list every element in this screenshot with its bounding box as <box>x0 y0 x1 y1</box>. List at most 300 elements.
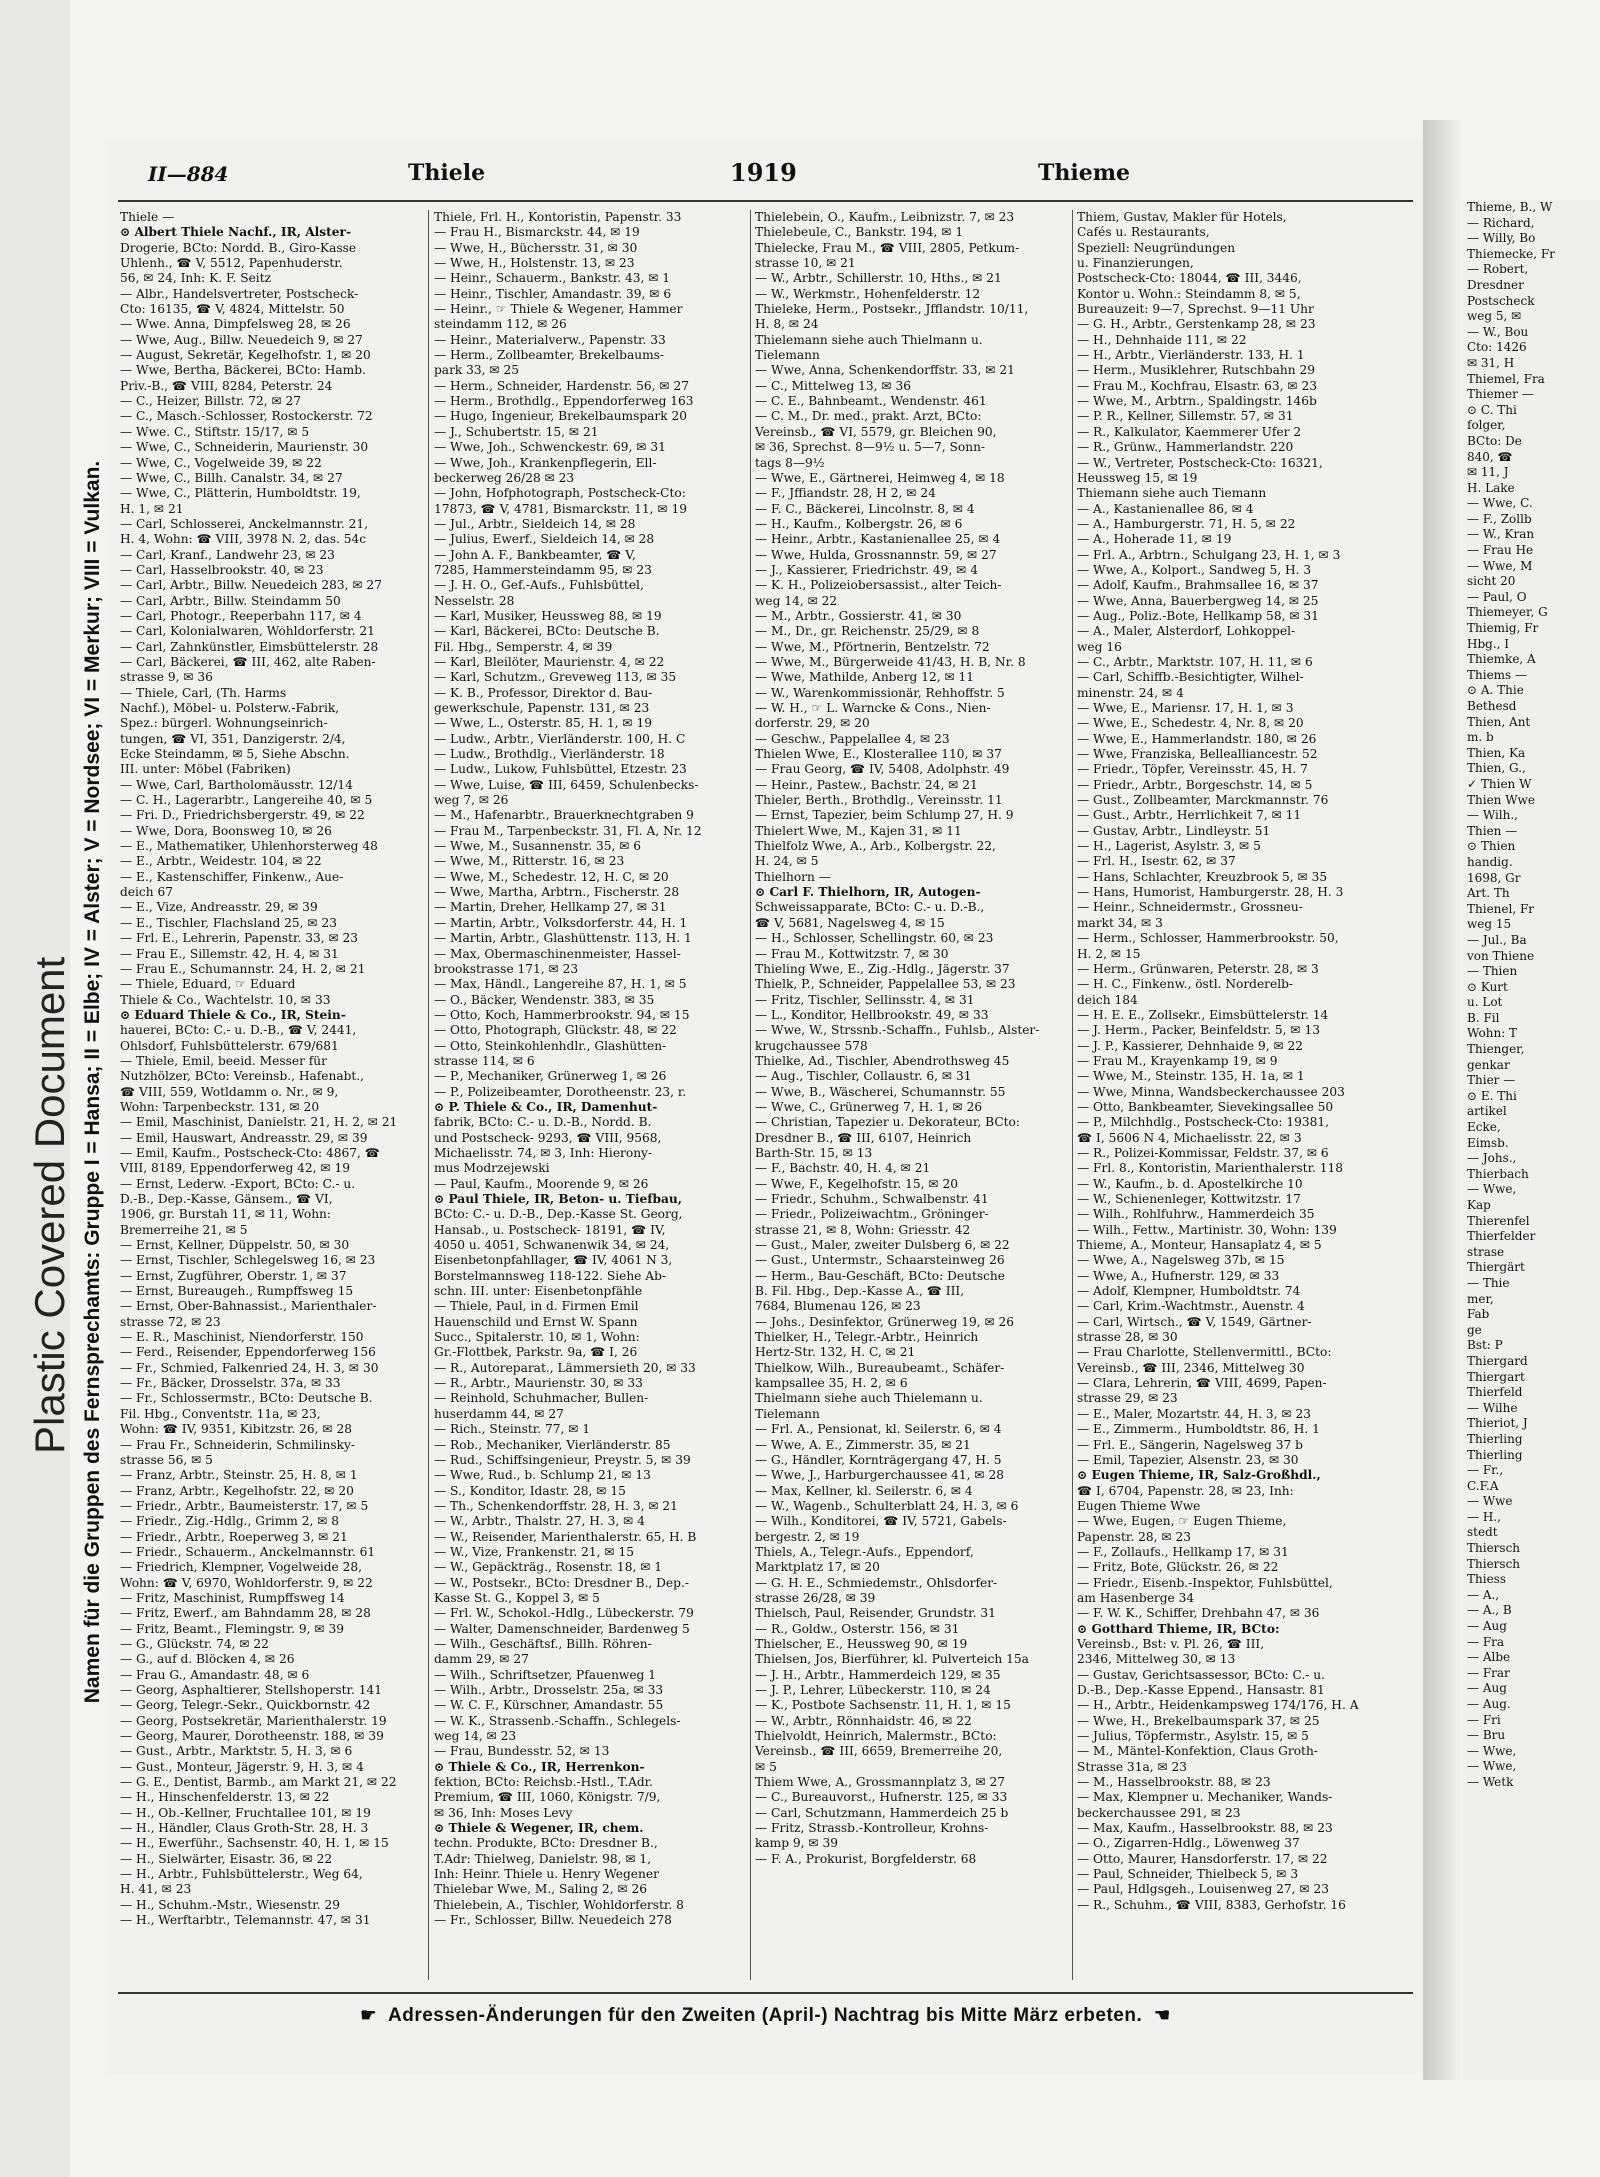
facing-page-line: Fab <box>1467 1307 1490 1322</box>
facing-page-line: BCto: De <box>1467 433 1522 448</box>
directory-entry-line: — Ernst, Tischler, Schlegelsweg 16, ✉ 23 <box>120 1253 376 1268</box>
directory-entry-line: — Georg, Telegr.-Sekr., Quickbornstr. 42 <box>120 1698 371 1713</box>
directory-entry-line: — Wwe, F., Kegelhofstr. 15, ✉ 20 <box>755 1176 958 1191</box>
directory-entry-line: — Friedr., Schuhm., Schwalbenstr. 41 <box>755 1192 989 1206</box>
directory-entry-line: — Wilh., Geschäftsf., Billh. Röhren- <box>434 1636 652 1651</box>
directory-entry-line: — H., Ewerführ., Sachsenstr. 40, H. 1, ✉ 15 <box>120 1836 389 1851</box>
directory-entry-line: Vereinsb., ☎ III, 6659, Bremerreihe 20, <box>755 1744 1003 1759</box>
directory-entry-line: 2346, Mittelweg 30, ✉ 13 <box>1077 1652 1236 1667</box>
directory-entry-line: deich 184 <box>1077 992 1138 1007</box>
directory-entry-line: — Wwe, H., Holstenstr. 13, ✉ 23 <box>434 256 635 271</box>
directory-entry-line: — Frl. W., Schokol.-Hdlg., Lübeckerstr. 79 <box>434 1606 694 1621</box>
directory-entry-line: — R., Schuhm., ☎ VIII, 8383, Gerhofstr. 16 <box>1077 1897 1346 1912</box>
facing-page-line: Thien, Ka <box>1467 745 1526 760</box>
directory-entry-line: — Wwe, J., Harburgerchaussee 41, ✉ 28 <box>755 1468 1005 1483</box>
directory-entry-line: strasse 21, ✉ 8, Wohn: Griesstr. 42 <box>755 1222 971 1237</box>
facing-page-line: 1698, Gr <box>1467 870 1521 885</box>
facing-page-line: Thiergärt <box>1467 1260 1525 1275</box>
directory-entry-line: Nutzhölzer, BCto: Vereinsb., Hafenabt., <box>120 1069 365 1084</box>
directory-entry-line: u. Finanzierungen, <box>1077 256 1194 271</box>
directory-entry-line: — Wwe, M., Pförtnerin, Bentzelstr. 72 <box>755 639 990 654</box>
directory-entry-line: strasse 9, ✉ 36 <box>120 670 213 685</box>
directory-entry-line: Vereinsb., Bst: v. Pl. 26, ☎ III, <box>1077 1636 1265 1651</box>
directory-entry-line: 17873, ☎ V, 4781, Bismarckstr. 11, ✉ 19 <box>434 501 687 516</box>
directory-entry-line: — Th., Schenkendorffstr. 28, H. 3, ✉ 21 <box>434 1498 678 1513</box>
directory-entry-line: — Ludw., Brothdlg., Vierländerstr. 18 <box>434 747 665 762</box>
directory-entry-line: ☎ I, 6704, Papenstr. 28, ✉ 23, Inh: <box>1077 1483 1294 1498</box>
facing-page-line: Thien Wwe <box>1467 792 1535 807</box>
directory-entry-line: — Wwe, Rud., b. Schlump 21, ✉ 13 <box>434 1468 651 1483</box>
directory-entry-line: Thiem Wwe, A., Grossmannplatz 3, ✉ 27 <box>755 1775 1006 1790</box>
directory-entry-line: D.-B., Dep.-Kasse, Gänsem., ☎ VI, <box>120 1192 333 1206</box>
directory-entry-line: — Frl. H., Isestr. 62, ✉ 37 <box>1077 854 1236 869</box>
directory-entry-line: markt 34, ✉ 3 <box>1077 915 1163 930</box>
directory-entry-line: — Heinr., Arbtr., Kastanienallee 25, ✉ 4 <box>755 532 1001 547</box>
directory-entry-line: Gr.-Flottbek, Parkstr. 9a, ☎ I, 26 <box>434 1345 638 1360</box>
directory-entry-line: Priv.-B., ☎ VIII, 8284, Peterstr. 24 <box>120 378 333 393</box>
directory-entry-line: — Friedr., Arbtr., Roeperweg 3, ✉ 21 <box>120 1529 348 1544</box>
directory-entry-line: kampsallee 35, H. 2, ✉ 6 <box>755 1376 908 1391</box>
facing-page-line: mer, <box>1467 1291 1494 1306</box>
header-right-word: Thieme <box>1038 160 1130 186</box>
directory-entry-line: — F. A., Prokurist, Borgfelderstr. 68 <box>755 1851 977 1866</box>
directory-entry-line: techn. Produkte, BCto: Dresdner B., <box>434 1836 658 1851</box>
directory-entry-line: — Max, Obermaschinenmeister, Hassel- <box>434 946 681 961</box>
directory-entry-line: — Carl, Schutzmann, Hammerdeich 25 b <box>755 1805 1009 1820</box>
directory-entry-line: Postscheck-Cto: 18044, ☎ III, 3446, <box>1077 271 1302 286</box>
directory-entry-line: Premium, ☎ III, 1060, Königstr. 7/9, <box>434 1790 661 1805</box>
directory-entry-line: T.Adr: Thielweg, Danielstr. 98, ✉ 1, <box>434 1851 652 1866</box>
directory-entry-line: — Wwe, C., Vogelweide 39, ✉ 22 <box>120 455 322 470</box>
directory-entry-line: — Herm., Brothdlg., Eppendorferweg 163 <box>434 394 694 409</box>
directory-entry-line: 4050 u. 4051, Schwanenwik 34, ✉ 24, <box>434 1238 670 1253</box>
directory-entry-line: — A., Maler, Alsterdorf, Lohkoppel- <box>1077 624 1296 639</box>
directory-entry-line: — Gust., Arbtr., Marktstr. 5, H. 3, ✉ 6 <box>120 1744 353 1759</box>
directory-entry-line: gewerkschule, Papenstr. 131, ✉ 23 <box>434 701 650 715</box>
directory-entry-line: — H., Arbtr., Fuhlsbüttelerstr., Weg 64, <box>120 1867 363 1882</box>
directory-entry-line: — E., Tischler, Flachsland 25, ✉ 23 <box>120 915 337 930</box>
directory-entry-line: — H., Schlosser, Schellingstr. 60, ✉ 23 <box>755 931 994 946</box>
directory-entry-line: Thielen Wwe, E., Klosterallee 110, ✉ 37 <box>755 747 1002 762</box>
directory-entry-line: B. Fil. Hbg., Dep.-Kasse A., ☎ III, <box>755 1284 965 1299</box>
directory-entry-line: — Wwe, H., Brekelbaumspark 37, ✉ 25 <box>1077 1713 1320 1728</box>
directory-entry-line: — Wwe, Minna, Wandsbeckerchaussee 203 <box>1077 1084 1345 1099</box>
directory-entry-line: — P., Mechaniker, Grünerweg 1, ✉ 26 <box>434 1069 667 1084</box>
directory-entry-line: — Ludw., Lukow, Fuhlsbüttel, Etzestr. 23 <box>434 762 687 777</box>
directory-entry-line: brookstrasse 171, ✉ 23 <box>434 961 579 976</box>
facing-page-line: — Richard, <box>1467 215 1535 230</box>
directory-entry-line: H. 8, ✉ 24 <box>755 317 819 332</box>
directory-entry-line: Thiele, Frl. H., Kontoristin, Papenstr. 33 <box>434 210 682 224</box>
directory-entry-line: — Emil, Tapezier, Alsenstr. 23, ✉ 30 <box>1077 1452 1299 1467</box>
directory-entry-line: — P., Milchhdlg., Postscheck-Cto: 19381, <box>1077 1115 1329 1130</box>
directory-entry-line: — W., Postsekr., BCto: Dresdner B., Dep.- <box>434 1575 689 1590</box>
facing-page-line: Thiemel, Fra <box>1467 371 1545 386</box>
directory-entry-line: Kasse St. G., Koppel 3, ✉ 5 <box>434 1590 600 1605</box>
facing-page-line: m. b <box>1467 730 1494 745</box>
directory-entry-line: — Max, Klempner u. Mechaniker, Wands- <box>1077 1790 1333 1805</box>
directory-entry-line: — C. E., Bahnbeamt., Wendenstr. 461 <box>755 394 987 409</box>
directory-entry-line: Thielke, Ad., Tischler, Abendrothsweg 45 <box>755 1053 1010 1068</box>
facing-page-line: Bst: P <box>1467 1338 1503 1353</box>
directory-entry-line: Thieler, Berth., Brothdlg., Vereinsstr. 11 <box>755 793 1003 808</box>
directory-entry-line: — Walter, Damenschneider, Bardenweg 5 <box>434 1621 690 1636</box>
directory-entry-line: — G. H., Arbtr., Gerstenkamp 28, ✉ 23 <box>1077 317 1316 332</box>
directory-entry-line: — R., Kalkulator, Kaemmerer Ufer 2 <box>1077 424 1302 439</box>
directory-entry-line: — Fritz, Beamt., Flemingstr. 9, ✉ 39 <box>120 1621 344 1636</box>
directory-entry-line: — E., Zimmerm., Humboldtstr. 86, H. 1 <box>1077 1422 1320 1437</box>
facing-page-fragment <box>1463 200 1600 2080</box>
directory-entry-line: — O., Zigarren-Hdlg., Löwenweg 37 <box>1077 1836 1300 1851</box>
facing-page-line: C.F.A <box>1467 1478 1499 1493</box>
directory-entry-line: — M., Dr., gr. Reichenstr. 25/29, ✉ 8 <box>755 624 980 639</box>
directory-entry-line: — Frl. E., Lehrerin, Papenstr. 33, ✉ 23 <box>120 931 359 946</box>
directory-entry-line: Cto: 16135, ☎ V, 4824, Mittelstr. 50 <box>120 302 345 317</box>
directory-entry-line: — W., Gepäckträg., Rosenstr. 18, ✉ 1 <box>434 1560 663 1575</box>
directory-entry-line: Ohlsdorf, Fuhlsbüttelerstr. 679/681 <box>120 1038 339 1053</box>
directory-entry-line: — Frau M., Krayenkamp 19, ✉ 9 <box>1077 1053 1278 1068</box>
facing-page-line: handig. <box>1467 854 1513 869</box>
directory-entry-line: — Wwe, Joh., Krankenpflegerin, Ell- <box>434 455 657 470</box>
directory-entry-line: — Wwe, H., Büchersstr. 31, ✉ 30 <box>434 240 638 255</box>
directory-entry-line: 1906, gr. Burstah 11, ✉ 11, Wohn: <box>120 1207 332 1222</box>
facing-page-line: — Wwe, M <box>1467 558 1533 573</box>
directory-entry-line: — Wwe, A., Nagelsweg 37b, ✉ 15 <box>1077 1253 1285 1268</box>
directory-entry-line: Heussweg 15, ✉ 19 <box>1077 470 1198 485</box>
directory-entry-line: Borstelmannsweg 118-122. Siehe Ab- <box>434 1268 666 1283</box>
directory-entry-line: — Thiele, Emil, beeid. Messer für <box>120 1053 327 1068</box>
directory-entry-line: — C. M., Dr. med., prakt. Arzt, BCto: <box>755 409 982 424</box>
directory-entry-line: Schweissapparate, BCto: C.- u. D.-B., <box>755 900 985 915</box>
directory-entry-line: — Wilh., Schriftsetzer, Pfauenweg 1 <box>434 1667 656 1682</box>
directory-entry-line: ☎ I, 5606 N 4, Michaelisstr. 22, ✉ 3 <box>1077 1130 1302 1145</box>
directory-entry-line: Thielkow, Wilh., Bureaubeamt., Schäfer- <box>755 1360 1005 1375</box>
footer-notice <box>108 2005 1423 2027</box>
directory-entry-line: — Martin, Arbtr., Glashüttenstr. 113, H. 1 <box>434 931 692 946</box>
directory-entry-line: — H., Lagerist, Asylstr. 3, ✉ 5 <box>1077 839 1261 854</box>
directory-entry-line: — Wwe, Dora, Boonsweg 10, ✉ 26 <box>120 823 332 838</box>
facing-page-line: — Thie <box>1467 1275 1510 1290</box>
directory-entry-line: — Gust., Untermstr., Schaarsteinweg 26 <box>755 1253 1005 1268</box>
directory-entry-line: — Rich., Steinstr. 77, ✉ 1 <box>434 1422 591 1437</box>
directory-entry-line: — G. H. E., Schmiedemstr., Ohlsdorfer- <box>755 1575 998 1590</box>
directory-entry-line: — Wwe, Anna, Bauerbergweg 14, ✉ 25 <box>1077 593 1319 608</box>
directory-entry-line: — Ludw., Arbtr., Vierländerstr. 100, H. C <box>434 731 686 746</box>
directory-entry-line: — Thiele, Paul, in d. Firmen Emil <box>434 1299 639 1314</box>
directory-entry-line: — Heinr., Pastew., Bachstr. 24, ✉ 21 <box>755 777 978 792</box>
facing-page-line: Thieriot, J <box>1467 1416 1528 1431</box>
directory-entry-line: — Wwe, Aug., Billw. Neuedeich 9, ✉ 27 <box>120 332 363 347</box>
directory-entry-line: — Wwe, C., Schneiderin, Maurienstr. 30 <box>120 440 369 455</box>
directory-entry-line: — E., Arbtr., Weidestr. 104, ✉ 22 <box>120 854 322 869</box>
facing-page-line: Thiess <box>1467 1572 1506 1587</box>
directory-entry-line: III. unter: Möbel (Fabriken) <box>120 762 291 777</box>
directory-entry-line: — Hans, Humorist, Hamburgerstr. 28, H. 3 <box>1077 885 1344 900</box>
directory-entry-line: weg 14, ✉ 22 <box>755 593 838 608</box>
directory-entry-line: — Heinr., Tischler, Amandastr. 39, ✉ 6 <box>434 286 672 301</box>
directory-entry-line: — Frau G., Amandastr. 48, ✉ 6 <box>120 1667 310 1682</box>
directory-entry-line: strasse 10, ✉ 21 <box>755 256 856 271</box>
directory-entry-line: — Fritz, Strassb.-Kontrolleur, Krohns- <box>755 1821 989 1836</box>
facing-page-line: Thiemig, Fr <box>1467 621 1539 636</box>
directory-entry-line: — Frau Fr., Schneiderin, Schmilinsky- <box>120 1437 355 1452</box>
directory-entry-line: — Wwe, B., Wäscherei, Schumannstr. 55 <box>755 1084 1006 1099</box>
directory-entry-line: Michaelisstr. 74, ✉ 3, Inh: Hierony- <box>434 1145 653 1160</box>
directory-entry-line: Vereinsb., ☎ VI, 5579, gr. Bleichen 90, <box>755 424 997 439</box>
directory-entry-line: — Frau E., Schumannstr. 24, H. 2, ✉ 21 <box>120 961 366 976</box>
facing-page-line: Thiergard <box>1467 1353 1528 1368</box>
directory-entry-line: ✉ 36, Sprechst. 8—9½ u. 5—7, Sonn- <box>755 440 986 455</box>
directory-entry-line: hauerei, BCto: C.- u. D.-B., ☎ V, 2441, <box>120 1023 357 1038</box>
directory-entry-line: — Wwe, Bertha, Bäckerei, BCto: Hamb. <box>120 363 366 378</box>
header-year: 1919 <box>730 158 797 187</box>
directory-entry-line: — Ernst, Tapezier, beim Schlump 27, H. 9 <box>755 808 1014 823</box>
directory-entry-line: — Heinr., Materialverw., Papenstr. 33 <box>434 332 666 347</box>
directory-entry-line: — Wwe, C., Plätterin, Humboldtstr. 19, <box>120 486 361 501</box>
directory-entry-line: Thielebein, A., Tischler, Wohldorferstr. 8 <box>434 1897 684 1912</box>
facing-page-line: Thiergart <box>1467 1369 1525 1384</box>
directory-entry-line: — Max, Kellner, kl. Seilerstr. 6, ✉ 4 <box>755 1483 973 1498</box>
directory-entry-line: Thielscher, E., Heussweg 90, ✉ 19 <box>755 1636 968 1651</box>
directory-entry-line: — Karl, Bleilöter, Maurienstr. 4, ✉ 22 <box>434 654 665 669</box>
facing-page-line: — Frar <box>1467 1665 1510 1680</box>
facing-page-line: — Wwe, <box>1467 1182 1517 1197</box>
directory-entry-line: — Wwe, M., Arbtrn., Spaldingstr. 146b <box>1077 394 1317 409</box>
directory-entry-line: — Fr., Schlosser, Billw. Neuedeich 278 <box>434 1913 672 1928</box>
directory-entry-line: — Wwe, Anna, Schenkendorffstr. 33, ✉ 21 <box>755 363 1015 378</box>
directory-entry-line: — F., Zollaufs., Hellkamp 17, ✉ 31 <box>1077 1544 1289 1559</box>
directory-entry-line: — Herm., Grünwaren, Peterstr. 28, ✉ 3 <box>1077 961 1319 976</box>
directory-entry-line: — J. H. O., Gef.-Aufs., Fuhlsbüttel, <box>434 578 644 593</box>
directory-entry-line: — Wwe, A., Kolport., Sandweg 5, H. 3 <box>1077 562 1312 577</box>
directory-entry-line: ⊙ Albert Thiele Nachf., IR, Alster- <box>120 225 352 240</box>
directory-entry-line: — E., Mathematiker, Uhlenhorsterweg 48 <box>120 839 378 854</box>
directory-entry-line: Hertz-Str. 132, H. C, ✉ 21 <box>755 1345 916 1360</box>
directory-entry-line: — H. C., Finkenw., östl. Norderelb- <box>1077 977 1294 992</box>
facing-page-line: Thien, Ant <box>1467 714 1531 729</box>
directory-entry-line: — Carl, Kranf., Landwehr 23, ✉ 23 <box>120 547 335 562</box>
directory-entry-line: — W., Kaufm., b. d. Apostelkirche 10 <box>1077 1176 1303 1191</box>
facing-page-line: ✉ 31, H <box>1467 355 1515 370</box>
directory-entry-line: — Fritz, Tischler, Sellinsstr. 4, ✉ 31 <box>755 992 975 1007</box>
directory-entry-line: — Wwe, Carl, Bartholomäusstr. 12/14 <box>120 777 353 792</box>
directory-entry-line: — Albr., Handelsvertreter, Postscheck- <box>120 286 359 301</box>
directory-entry-line: — Wilh., Rohlfuhrw., Hammerdeich 35 <box>1077 1207 1315 1222</box>
directory-entry-line: — Paul, Hdlgsgeh., Louisenweg 27, ✉ 23 <box>1077 1882 1330 1897</box>
directory-entry-line: — R., Autoreparat., Lämmersieth 20, ✉ 33 <box>434 1360 696 1375</box>
directory-entry-line: — W. C. F., Kürschner, Amandastr. 55 <box>434 1698 664 1713</box>
directory-entry-line: — Wwe, Joh., Schwenckestr. 69, ✉ 31 <box>434 440 666 455</box>
directory-entry-line: — Martin, Arbtr., Volksdorferstr. 44, H. 1 <box>434 915 688 930</box>
directory-entry-line: — Julius, Töpfermstr., Asylstr. 15, ✉ 5 <box>1077 1729 1309 1744</box>
directory-entry-line: — Wwe, M., Ritterstr. 16, ✉ 23 <box>434 854 625 869</box>
directory-entry-line: — Otto, Koch, Hammerbrookstr. 94, ✉ 15 <box>434 1007 690 1022</box>
directory-column-2 <box>434 210 744 1985</box>
directory-entry-line: 7285, Hammersteindamm 95, ✉ 23 <box>434 562 652 577</box>
directory-entry-line: ✉ 36, Inh: Moses Levy <box>434 1805 573 1820</box>
directory-entry-line: Thieme, A., Monteur, Hansaplatz 4, ✉ 5 <box>1077 1238 1322 1253</box>
directory-entry-line: — C., Mittelweg 13, ✉ 36 <box>755 378 912 393</box>
directory-entry-line: H. 2, ✉ 15 <box>1077 946 1141 961</box>
directory-entry-line: — Geschw., Pappelallee 4, ✉ 23 <box>755 731 950 746</box>
directory-entry-line: — Carl, Schiffb.-Besichtigter, Wilhel- <box>1077 670 1304 685</box>
directory-entry-line: huserdamm 44, ✉ 27 <box>434 1406 564 1421</box>
directory-entry-line: — A., Hamburgerstr. 71, H. 5, ✉ 22 <box>1077 516 1296 531</box>
directory-entry-line: — K. H., Polizeiobersassist., alter Teich- <box>755 578 1002 593</box>
directory-entry-line: — Wwe, E., Mariensr. 17, H. 1, ✉ 3 <box>1077 701 1294 715</box>
directory-entry-line: Thielvoldt, Heinrich, Malermstr., BCto: <box>755 1729 997 1744</box>
directory-entry-line: — P., Polizeibeamter, Dorotheenstr. 23, r. <box>434 1084 687 1099</box>
facing-page-line: — Aug. <box>1467 1697 1511 1711</box>
directory-entry-line: — W., Vertreter, Postscheck-Cto: 16321, <box>1077 455 1323 470</box>
directory-entry-line: minenstr. 24, ✉ 4 <box>1077 685 1184 700</box>
directory-entry-line: — Wilh., Fettw., Martinistr. 30, Wohn: 139 <box>1077 1222 1337 1237</box>
directory-entry-line: — E., Vize, Andreasstr. 29, ✉ 39 <box>120 900 318 915</box>
directory-entry-line: — K., Postbote Sachsenstr. 11, H. 1, ✉ 15 <box>755 1698 1011 1713</box>
directory-entry-line: Thielsch, Paul, Reisender, Grundstr. 31 <box>755 1606 996 1621</box>
column-divider <box>428 210 429 1980</box>
directory-entry-line: — J. Herm., Packer, Beinfeldstr. 5, ✉ 13 <box>1077 1023 1320 1038</box>
facing-page-line: weg 5, ✉ <box>1467 309 1522 324</box>
facing-page-line: von Thiene <box>1467 948 1535 963</box>
directory-entry-line: — Otto, Bankbeamter, Sievekingsallee 50 <box>1077 1099 1334 1114</box>
directory-entry-line: Thielebar Wwe, M., Saling 2, ✉ 26 <box>434 1882 648 1897</box>
directory-entry-line: — H., Arbtr., Heidenkampsweg 174/176, H. A <box>1077 1698 1359 1713</box>
directory-entry-line: — Herm., Bau-Geschäft, BCto: Deutsche <box>755 1268 1005 1283</box>
directory-entry-line: — Gustav, Arbtr., Lindleystr. 51 <box>1077 823 1271 838</box>
directory-entry-line: BCto: C.- u. D.-B., Dep.-Kasse St. Georg, <box>434 1207 683 1222</box>
page-number: II—884 <box>148 162 229 186</box>
directory-entry-line: — Wwe, E., Hammerlandstr. 180, ✉ 26 <box>1077 731 1317 746</box>
directory-entry-line: — Carl, Krim.-Wachtmstr., Auenstr. 4 <box>1077 1299 1305 1314</box>
facing-page-line: Thierling <box>1467 1431 1523 1446</box>
directory-entry-line: — Friedr., Polizeiwachtm., Gröninger- <box>755 1207 989 1222</box>
facing-page-line: — Wilh., <box>1467 808 1518 823</box>
directory-entry-line: Hansab., u. Postscheck- 18191, ☎ IV, <box>434 1222 666 1237</box>
facing-page-line: Thien, G., <box>1467 761 1526 776</box>
facing-page-line: Bethesd <box>1467 699 1517 713</box>
directory-entry-line: ⊙ Thiele & Co., IR, Herrenkon- <box>434 1759 645 1774</box>
facing-page-line: — Aug <box>1467 1619 1507 1634</box>
directory-entry-line: — M., Arbtr., Gossierstr. 41, ✉ 30 <box>755 608 962 623</box>
page-header <box>108 150 1423 192</box>
directory-entry-line: strasse 28, ✉ 30 <box>1077 1330 1178 1345</box>
directory-entry-line: Thielecke, Frau M., ☎ VIII, 2805, Petkum- <box>755 240 1020 255</box>
directory-entry-line: — Ernst, Bureaugeh., Rumpffsweg 15 <box>120 1284 354 1299</box>
directory-entry-line: Thielsen, Jos, Bierführer, kl. Pulverteich 15a <box>755 1652 1029 1667</box>
facing-page-line: Thiemeyer, G <box>1467 605 1548 620</box>
facing-page-line: Cto: 1426 <box>1467 340 1527 355</box>
directory-entry-line: — Heinr., Schauerm., Bankstr. 43, ✉ 1 <box>434 271 671 286</box>
directory-entry-line: ⊙ Paul Thiele, IR, Beton- u. Tiefbau, <box>434 1192 682 1206</box>
facing-page-line: — H., <box>1467 1509 1501 1524</box>
edge-label: Plastic Covered Document <box>26 956 73 1454</box>
facing-page-line: Thien — <box>1467 823 1518 838</box>
facing-page-line: Dresdner <box>1467 277 1524 292</box>
facing-page-line: weg 15 <box>1467 917 1512 932</box>
directory-entry-line: H. 41, ✉ 23 <box>120 1882 192 1897</box>
book-spine <box>1423 120 1463 2080</box>
directory-entry-line: strasse 72, ✉ 23 <box>120 1314 221 1329</box>
directory-entry-line: — Fritz, Bote, Glückstr. 26, ✉ 22 <box>1077 1560 1279 1575</box>
facing-page-line: — Fri <box>1467 1712 1501 1727</box>
directory-entry-line: — A., Kastanienallee 86, ✉ 4 <box>1077 501 1254 516</box>
directory-entry-line: krugchaussee 578 <box>755 1038 868 1053</box>
facing-page-line: Thierfelder <box>1467 1229 1536 1244</box>
facing-page-line: strase <box>1467 1244 1505 1259</box>
directory-entry-line: weg 16 <box>1077 639 1122 654</box>
directory-entry-line: — H., Werftarbtr., Telemannstr. 47, ✉ 31 <box>120 1913 371 1928</box>
directory-entry-line: tags 8—9½ <box>755 455 825 470</box>
facing-page-line: Kap <box>1467 1198 1491 1212</box>
facing-page-line: Thiemecke, Fr <box>1467 246 1555 261</box>
directory-entry-line: — Frau M., Tarpenbeckstr. 31, Fl. A, Nr. 12 <box>434 823 702 838</box>
facing-page-line: Thierbach <box>1467 1166 1529 1181</box>
facing-page-line: — Albe <box>1467 1650 1511 1665</box>
directory-entry-line: — F., Bachstr. 40, H. 4, ✉ 21 <box>755 1161 931 1176</box>
directory-entry-line: Dresdner B., ☎ III, 6107, Heinrich <box>755 1130 972 1145</box>
facing-page-line: 840, ☎ <box>1467 449 1513 464</box>
facing-page-line: Thiersch <box>1467 1541 1521 1556</box>
directory-entry-line: D.-B., Dep.-Kasse Eppend., Hansastr. 81 <box>1077 1683 1325 1697</box>
directory-entry-line: — Otto, Photograph, Glückstr. 48, ✉ 22 <box>434 1023 677 1038</box>
directory-entry-line: — H., Ob.-Kellner, Fruchtallee 101, ✉ 19 <box>120 1805 371 1820</box>
directory-entry-line: — Karl, Bäckerei, BCto: Deutsche B. <box>434 624 660 639</box>
directory-entry-line: — M., Hafenarbtr., Brauerknechtgraben 9 <box>434 808 694 823</box>
directory-entry-line: schn. III. unter: Eisenbetonpfähle <box>434 1284 643 1299</box>
directory-entry-line: — Wwe. Anna, Dimpfelsweg 28, ✉ 26 <box>120 317 351 332</box>
directory-entry-line: Thiem, Gustav, Makler für Hotels, <box>1077 210 1287 224</box>
facing-page-line: — Johs., <box>1467 1151 1517 1166</box>
facing-page-line: — Wetk <box>1467 1774 1514 1789</box>
footer-text: Adressen-Änderungen für den Zweiten (April-) Nachtrag bis Mitte März erbeten. <box>388 2005 1143 2026</box>
directory-entry-line: H. 24, ✉ 5 <box>755 854 819 869</box>
directory-entry-line: — G. E., Dentist, Barmb., am Markt 21, ✉ 22 <box>120 1775 397 1790</box>
directory-entry-line: strasse 26/28, ✉ 39 <box>755 1590 876 1605</box>
directory-entry-line: — W., Vize, Frankenstr. 21, ✉ 15 <box>434 1544 635 1559</box>
facing-page-line: — Wwe, C. <box>1467 496 1533 511</box>
directory-entry-line: — Friedr., Schauerm., Anckelmannstr. 61 <box>120 1544 376 1559</box>
directory-entry-line: — Aug., Poliz.-Bote, Hellkamp 58, ✉ 31 <box>1077 608 1319 623</box>
directory-entry-line: — H., Arbtr., Vierländerstr. 133, H. 1 <box>1077 348 1305 363</box>
facing-page-line: genkar <box>1467 1057 1510 1072</box>
directory-entry-line: — J. P., Kassierer, Dehnhaide 9, ✉ 22 <box>1077 1038 1304 1053</box>
directory-entry-line: — Fr., Schmied, Falkenried 24, H. 3, ✉ 30 <box>120 1360 379 1375</box>
directory-entry-line: — Friedr., Töpfer, Vereinsstr. 45, H. 7 <box>1077 762 1308 777</box>
directory-entry-line: — Paul, Kaufm., Moorende 9, ✉ 26 <box>434 1176 649 1191</box>
directory-entry-line: — Frl. A., Arbtrn., Schulgang 23, H. 1, ✉ 3 <box>1077 547 1341 562</box>
column-divider <box>750 210 751 1980</box>
directory-entry-line: — J., Schubertstr. 15, ✉ 21 <box>434 424 599 439</box>
facing-page-line: Thieme, B., W <box>1467 200 1553 214</box>
directory-entry-line: ⊙ P. Thiele & Co., IR, Damenhut- <box>434 1099 658 1114</box>
directory-entry-line: — Friedr., Arbtr., Baumeisterstr. 17, ✉ 5 <box>120 1498 369 1513</box>
facing-page-line: — Bru <box>1467 1728 1506 1743</box>
directory-entry-line: — A., Hoherade 11, ✉ 19 <box>1077 532 1232 547</box>
directory-entry-line: — Karl, Schutzm., Greveweg 113, ✉ 35 <box>434 670 677 685</box>
facing-page-line: — A., <box>1467 1587 1500 1602</box>
directory-entry-line: — Carl, Bäckerei, ☎ III, 462, alte Raben- <box>120 654 376 669</box>
directory-entry-line: — John A. F., Bankbeamter, ☎ V, <box>434 547 636 562</box>
directory-entry-line: strasse 56, ✉ 5 <box>120 1452 213 1467</box>
directory-entry-line: — M., Hasselbrookstr. 88, ✉ 23 <box>1077 1775 1271 1790</box>
directory-entry-line: — Martin, Dreher, Hellkamp 27, ✉ 31 <box>434 900 667 915</box>
directory-entry-line: — Gust., Monteur, Jägerstr. 9, H. 3, ✉ 4 <box>120 1759 364 1774</box>
directory-entry-line: — S., Konditor, Idastr. 28, ✉ 15 <box>434 1483 626 1498</box>
facing-page-line: Eimsb. <box>1467 1135 1509 1150</box>
directory-entry-line: Strasse 31a, ✉ 23 <box>1077 1759 1188 1774</box>
directory-entry-line: — August, Sekretär, Kegelhofstr. 1, ✉ 20 <box>120 348 371 363</box>
